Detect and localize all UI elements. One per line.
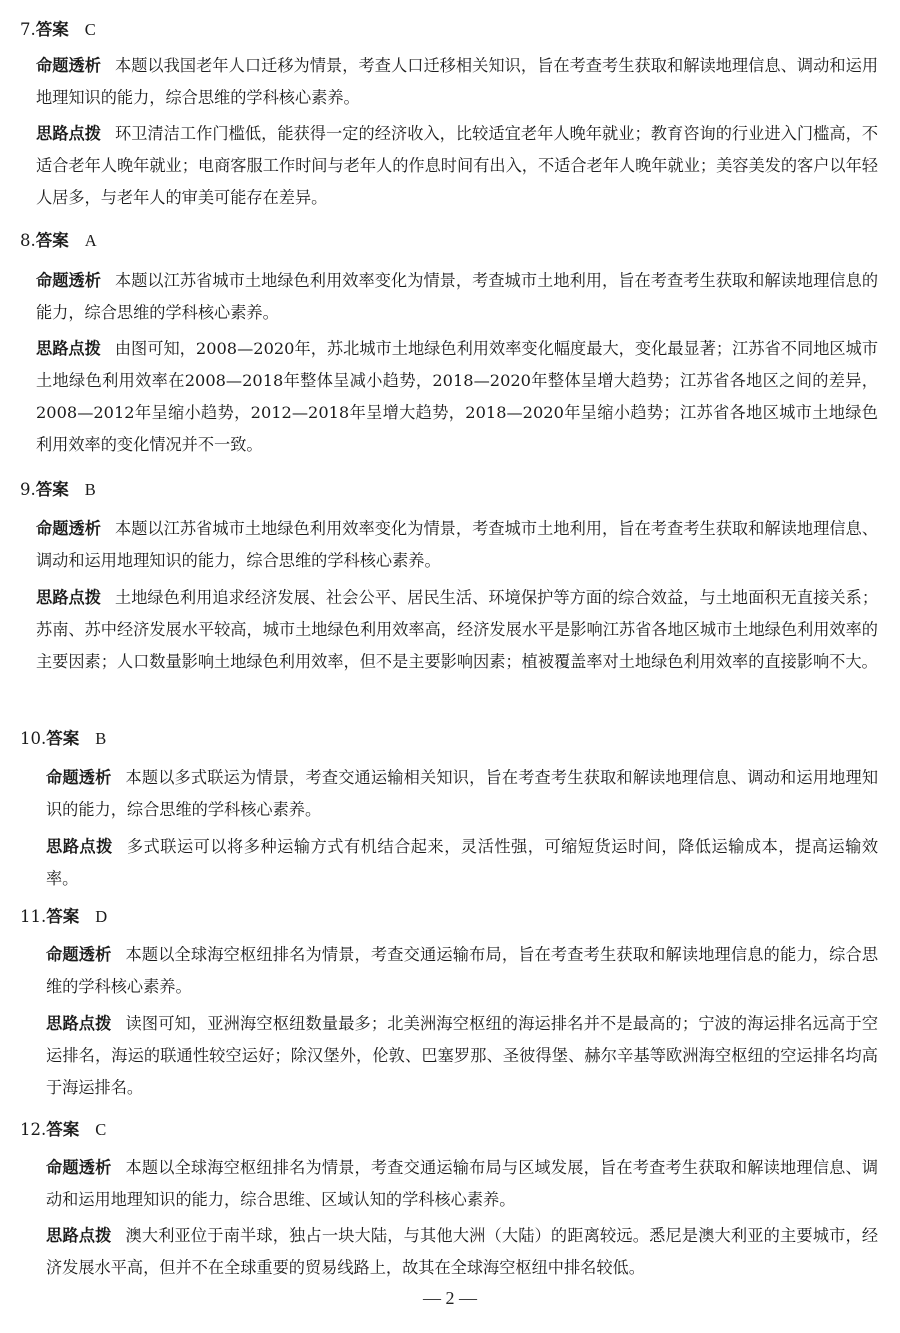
- question-8-intent: [36, 265, 878, 329]
- hint-label: 思路点拨: [46, 837, 113, 856]
- answer-label: 答案: [46, 1120, 80, 1139]
- answer-label: 答案: [35, 480, 69, 499]
- answer-label: 答案: [35, 20, 69, 39]
- hint-label: 思路点拨: [36, 124, 101, 143]
- question-12-intent: [46, 1152, 878, 1216]
- question-12-hint: [46, 1220, 878, 1284]
- question-number: 10.: [20, 729, 47, 748]
- answer-label: 答案: [46, 729, 80, 748]
- hint-text: 环卫清洁工作门槛低，能获得一定的经济收入，比较适宜老年人晚年就业；教育咨询的行业进入门槛高，不适合老年人晚年就业；电商客服工作时间与老年人的作息时间有出入，不适合老年人晚年就业；美容美发的客户以年轻人居多，与老年人的审美可能存在差异。: [36, 124, 879, 207]
- answer-choice: B: [95, 729, 107, 748]
- intent-label: 命题透析: [36, 271, 101, 290]
- answer-choice: A: [84, 231, 97, 250]
- intent-text: 本题以江苏省城市土地绿色利用效率变化为情景，考查城市土地利用，旨在考查考生获取和解读地理信息、调动和运用地理知识的能力，综合思维的学科核心素养。: [36, 519, 879, 570]
- intent-text: 本题以全球海空枢纽排名为情景，考查交通运输布局，旨在考查考生获取和解读地理信息的能力，综合思维的学科核心素养。: [46, 945, 879, 996]
- intent-label: 命题透析: [46, 768, 112, 787]
- question-10-hint: [46, 831, 878, 895]
- hint-text: 读图可知，亚洲海空枢纽数量最多；北美洲海空枢纽的海运排名并不是最高的；宁波的海运排名远高于空运排名，海运的联通性较空运好；除汉堡外，伦敦、巴塞罗那、圣彼得堡、赫尔辛基等欧洲海空枢纽的空运排名均高于海运排名。: [46, 1014, 879, 1097]
- hint-label: 思路点拨: [46, 1226, 112, 1245]
- question-9-hint: [36, 582, 878, 678]
- intent-text: 本题以我国老年人口迁移为情景，考查人口迁移相关知识，旨在考查考生获取和解读地理信息、调动和运用地理知识的能力，综合思维的学科核心素养。: [36, 56, 879, 107]
- question-12-header: [20, 1117, 106, 1143]
- answer-label: 答案: [35, 231, 69, 250]
- question-8-hint: [36, 333, 878, 461]
- answer-choice: C: [95, 1120, 107, 1139]
- question-7-hint: [36, 118, 878, 214]
- intent-text: 本题以江苏省城市土地绿色利用效率变化为情景，考查城市土地利用，旨在考查考生获取和解读地理信息的能力，综合思维的学科核心素养。: [36, 271, 879, 322]
- intent-text: 本题以全球海空枢纽排名为情景，考查交通运输布局与区域发展，旨在考查考生获取和解读地理信息、调动和运用地理知识的能力，综合思维、区域认知的学科核心素养。: [46, 1158, 879, 1209]
- question-number: 7.: [20, 20, 36, 39]
- hint-text: 多式联运可以将多种运输方式有机结合起来，灵活性强，可缩短货运时间，降低运输成本，提高运输效率。: [46, 837, 879, 888]
- question-number: 9.: [20, 480, 36, 499]
- hint-text: 由图可知，2008—2020年，苏北城市土地绿色利用效率变化幅度最大，变化最显著；江苏省不同地区城市土地绿色利用效率在2008—2018年整体呈减小趋势，2018—2020年整体呈增大趋势；江苏省各地区之间的差异，2008—2012年呈缩小趋势，2012—2018年呈增大趋势，2018—2020年呈缩小趋势；江苏省各地区城市土地绿色利用效率的变化情况并不一致。: [36, 339, 879, 454]
- question-number: 8.: [20, 231, 36, 250]
- question-9-header: [20, 477, 96, 503]
- intent-label: 命题透析: [36, 519, 101, 538]
- hint-label: 思路点拨: [36, 588, 101, 607]
- hint-label: 思路点拨: [46, 1014, 112, 1033]
- page-number: — 2 —: [423, 1288, 477, 1308]
- hint-label: 思路点拨: [36, 339, 101, 358]
- question-number: 11.: [20, 907, 47, 926]
- question-7-header: [20, 17, 96, 43]
- answer-choice: D: [95, 907, 108, 926]
- hint-text: 土地绿色利用追求经济发展、社会公平、居民生活、环境保护等方面的综合效益，与土地面积无直接关系；苏南、苏中经济发展水平较高，城市土地绿色利用效率高，经济发展水平是影响江苏省各地区城市土地绿色利用效率的主要因素；人口数量影响土地绿色利用效率，但不是主要影响因素；植被覆盖率对土地绿色利用效率的直接影响不大。: [36, 588, 879, 671]
- question-number: 12.: [20, 1120, 47, 1139]
- answer-label: 答案: [46, 907, 80, 926]
- intent-label: 命题透析: [46, 1158, 112, 1177]
- question-7-intent: [36, 50, 878, 114]
- question-11-header: [20, 904, 107, 930]
- answer-choice: B: [84, 480, 96, 499]
- question-11-hint: [46, 1008, 878, 1104]
- intent-label: 命题透析: [46, 945, 112, 964]
- intent-label: 命题透析: [36, 56, 101, 75]
- hint-text: 澳大利亚位于南半球，独占一块大陆，与其他大洲（大陆）的距离较远。悉尼是澳大利亚的主要城市，经济发展水平高，但并不在全球重要的贸易线路上，故其在全球海空枢纽中排名较低。: [46, 1226, 879, 1277]
- answer-choice: C: [84, 20, 96, 39]
- question-10-header: [20, 726, 106, 752]
- question-8-header: [20, 228, 97, 254]
- question-9-intent: [36, 513, 878, 577]
- question-11-intent: [46, 939, 878, 1003]
- question-10-intent: [46, 762, 878, 826]
- intent-text: 本题以多式联运为情景，考查交通运输相关知识，旨在考查考生获取和解读地理信息、调动和运用地理知识的能力，综合思维的学科核心素养。: [46, 768, 879, 819]
